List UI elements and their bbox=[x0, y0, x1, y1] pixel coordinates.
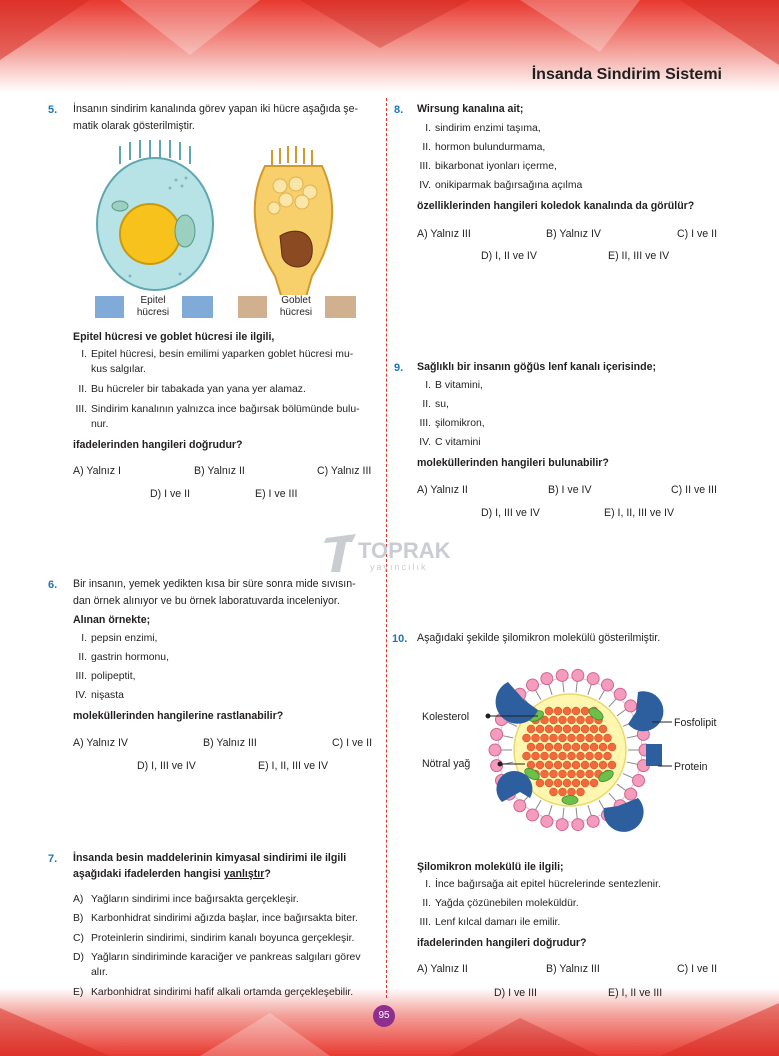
q5-question: ifadelerinden hangileri doğrudur? bbox=[73, 439, 243, 451]
q9-number: 9. bbox=[394, 362, 404, 374]
q7-stem-line1: İnsanda besin maddelerinin kimyasal sindirimi ile ilgili bbox=[73, 852, 347, 864]
q8-lead: Wirsung kanalına ait; bbox=[417, 103, 524, 115]
diagram-leader-lines bbox=[470, 700, 680, 780]
phospholipid-head bbox=[527, 809, 539, 821]
q9-question: moleküllerinden hangileri bulunabilir? bbox=[417, 457, 609, 469]
page-title: İnsanda Sindirim Sistemi bbox=[531, 66, 722, 83]
q10-option-e[interactable]: E) I, II ve III bbox=[608, 987, 663, 999]
q6-question: moleküllerinden hangilerine rastlanabilir? bbox=[73, 710, 284, 722]
page-number: 95 bbox=[373, 1005, 395, 1027]
q5-option-c[interactable]: C) Yalnız III bbox=[317, 465, 372, 477]
q5-lead: Epitel hücresi ve goblet hücresi ile ilgili, bbox=[73, 331, 275, 343]
phospholipid-head bbox=[614, 688, 626, 700]
goblet-cell-icon bbox=[255, 146, 332, 311]
publisher-logo bbox=[322, 528, 452, 578]
q5-option-b[interactable]: B) Yalnız II bbox=[194, 465, 245, 477]
phospholipid-head bbox=[587, 815, 599, 827]
q5-option-a[interactable]: A) Yalnız I bbox=[73, 465, 121, 477]
phospholipid-head bbox=[556, 819, 568, 831]
logo-text: TOPRAK bbox=[358, 538, 451, 563]
q5-number: 5. bbox=[48, 104, 58, 116]
neutral-fat-droplet bbox=[563, 779, 571, 787]
label-notral-yag: Nötral yağ bbox=[422, 758, 471, 770]
q9-option-a[interactable]: A) Yalnız II bbox=[417, 484, 468, 496]
neutral-fat-droplet bbox=[568, 788, 576, 796]
q10-stem: Aşağıdaki şekilde şilomikron molekülü gösterilmiştir. bbox=[417, 632, 661, 644]
neutral-fat-droplet bbox=[590, 779, 598, 787]
q9-option-d[interactable]: D) I, III ve IV bbox=[481, 507, 540, 519]
phospholipid-head bbox=[527, 679, 539, 691]
q10-option-c[interactable]: C) I ve II bbox=[677, 963, 718, 975]
neutral-fat-droplet bbox=[550, 788, 558, 796]
goblet-label-1: Goblet bbox=[281, 295, 311, 306]
epitel-label-1: Epitel bbox=[140, 295, 166, 306]
q8-option-a[interactable]: A) Yalnız III bbox=[417, 228, 471, 240]
q5-stem-line1: İnsanın sindirim kanalında görev yapan iki hücre aşağıda şe- bbox=[73, 103, 359, 115]
label-fosfolipit: Fosfolipit bbox=[674, 717, 717, 729]
q7-stem-line2: aşağıdaki ifadelerden hangisi yanlıştır? bbox=[73, 868, 271, 880]
neutral-fat-droplet bbox=[559, 788, 567, 796]
phospholipid-head bbox=[556, 669, 568, 681]
q6-lead: Alınan örnekte; bbox=[73, 614, 151, 626]
q6-option-a[interactable]: A) Yalnız IV bbox=[73, 737, 128, 749]
q6-stem-line1: Bir insanın, yemek yedikten kısa bir süre sonra mide sıvısın- bbox=[73, 578, 356, 590]
q8-option-c[interactable]: C) I ve II bbox=[677, 228, 718, 240]
q10-question: ifadelerinden hangileri doğrudur? bbox=[417, 937, 587, 949]
q9-lead: Sağlıklı bir insanın göğüs lenf kanalı içerisinde; bbox=[417, 361, 657, 373]
neutral-fat-droplet bbox=[536, 779, 544, 787]
q10-option-d[interactable]: D) I ve III bbox=[494, 987, 537, 999]
q7-number: 7. bbox=[48, 853, 58, 865]
phospholipid-head bbox=[572, 669, 584, 681]
phospholipid-head bbox=[541, 815, 553, 827]
neutral-fat-droplet bbox=[554, 779, 562, 787]
q6-option-c[interactable]: C) I ve II bbox=[332, 737, 373, 749]
label-protein: Protein bbox=[674, 761, 708, 773]
neutral-fat-droplet bbox=[581, 779, 589, 787]
q6-option-e[interactable]: E) I, II, III ve IV bbox=[258, 760, 329, 772]
q8-option-b[interactable]: B) Yalnız IV bbox=[546, 228, 601, 240]
q9-option-c[interactable]: C) II ve III bbox=[671, 484, 717, 496]
q8-option-d[interactable]: D) I, II ve IV bbox=[481, 250, 537, 262]
q6-number: 6. bbox=[48, 579, 58, 591]
q8-number: 8. bbox=[394, 104, 404, 116]
q6-option-d[interactable]: D) I, III ve IV bbox=[137, 760, 196, 772]
q8-option-e[interactable]: E) II, III ve IV bbox=[608, 250, 670, 262]
epitel-label-2: hücresi bbox=[136, 307, 170, 318]
q10-number: 10. bbox=[392, 633, 408, 645]
phospholipid-head bbox=[572, 819, 584, 831]
phospholipid-head bbox=[514, 800, 526, 812]
logo-subtext: yayıncılık bbox=[370, 562, 428, 572]
q5-stem-line2: matik olarak gösterilmiştir. bbox=[73, 120, 195, 132]
phospholipid-head bbox=[541, 673, 553, 685]
q6-option-b[interactable]: B) Yalnız III bbox=[203, 737, 257, 749]
goblet-label-2: hücresi bbox=[279, 307, 313, 318]
phospholipid-head bbox=[602, 679, 614, 691]
q10-option-a[interactable]: A) Yalnız II bbox=[417, 963, 468, 975]
q10-option-b[interactable]: B) Yalnız III bbox=[546, 963, 600, 975]
q5-option-d[interactable]: D) I ve II bbox=[150, 488, 191, 500]
q9-option-e[interactable]: E) I, II, III ve IV bbox=[604, 507, 675, 519]
epitel-cell-icon bbox=[97, 140, 213, 290]
neutral-fat-droplet bbox=[545, 779, 553, 787]
label-kolesterol: Kolesterol bbox=[422, 711, 470, 723]
q6-stem-line2: dan örnek alınıyor ve bu örnek laboratuvarda inceleniyor. bbox=[73, 595, 340, 607]
phospholipid-head bbox=[587, 673, 599, 685]
neutral-fat-droplet bbox=[577, 788, 585, 796]
phospholipid-head bbox=[625, 788, 637, 800]
neutral-fat-droplet bbox=[572, 779, 580, 787]
q5-option-e[interactable]: E) I ve III bbox=[255, 488, 298, 500]
q8-question: özelliklerinden hangileri koledok kanalında da görülür? bbox=[417, 200, 695, 212]
q9-option-b[interactable]: B) I ve IV bbox=[548, 484, 592, 496]
q10-lead: Şilomikron molekülü ile ilgili; bbox=[417, 861, 564, 873]
